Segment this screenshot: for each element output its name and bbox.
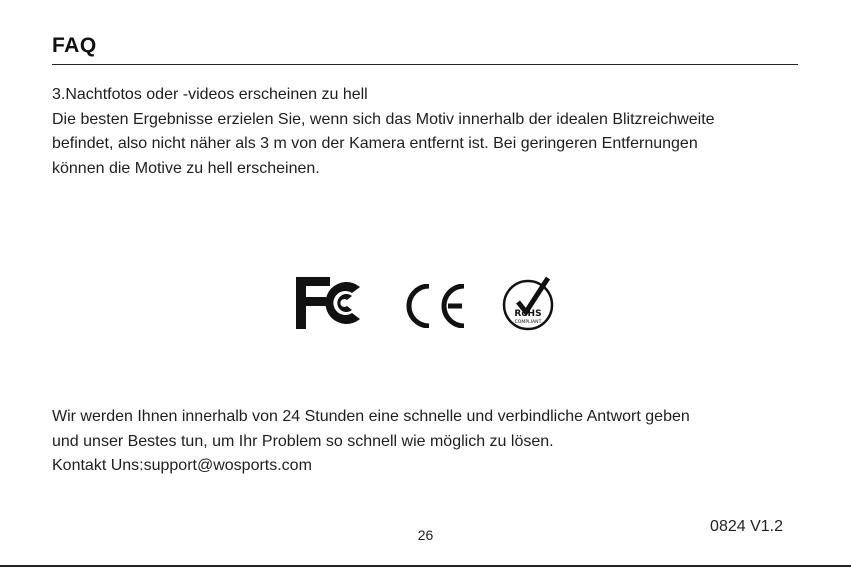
rohs-label: RoHS (514, 309, 542, 319)
ce-mark-icon (402, 284, 470, 328)
contact-line: und unser Bestes tun, um Ihr Problem so schnell wie möglich zu lösen. (52, 432, 554, 450)
contact-email-line[interactable]: Kontakt Uns:support@wosports.com (52, 457, 312, 474)
faq-question: 3.Nachtfotos oder -videos erscheinen zu hell (52, 86, 368, 103)
faq-answer-line: Die besten Ergebnisse erzielen Sie, wenn sich das Motiv innerhalb der idealen Blitzreichweite (52, 110, 715, 128)
page-title: FAQ (52, 34, 97, 57)
title-divider (52, 64, 798, 65)
contact-section (52, 405, 812, 479)
fcc-logo-icon (296, 277, 368, 329)
page-number: 26 (417, 527, 434, 543)
faq-answer-line: können die Motive zu hell erscheinen. (52, 159, 320, 177)
contact-line: Wir werden Ihnen innerhalb von 24 Stunden eine schnelle und verbindliche Antwort geben (52, 408, 690, 425)
bottom-divider (0, 565, 851, 567)
rohs-compliant-icon (498, 272, 558, 332)
certification-logos (296, 272, 558, 332)
faq-answer-line: befindet, also nicht näher als 3 m von der Kamera entfernt ist. Bei geringeren Entfernungen (52, 135, 698, 152)
faq-section (52, 83, 812, 181)
version-label: 0824 V1.2 (710, 518, 783, 535)
rohs-sub-label: COMPLIANT (514, 320, 542, 325)
